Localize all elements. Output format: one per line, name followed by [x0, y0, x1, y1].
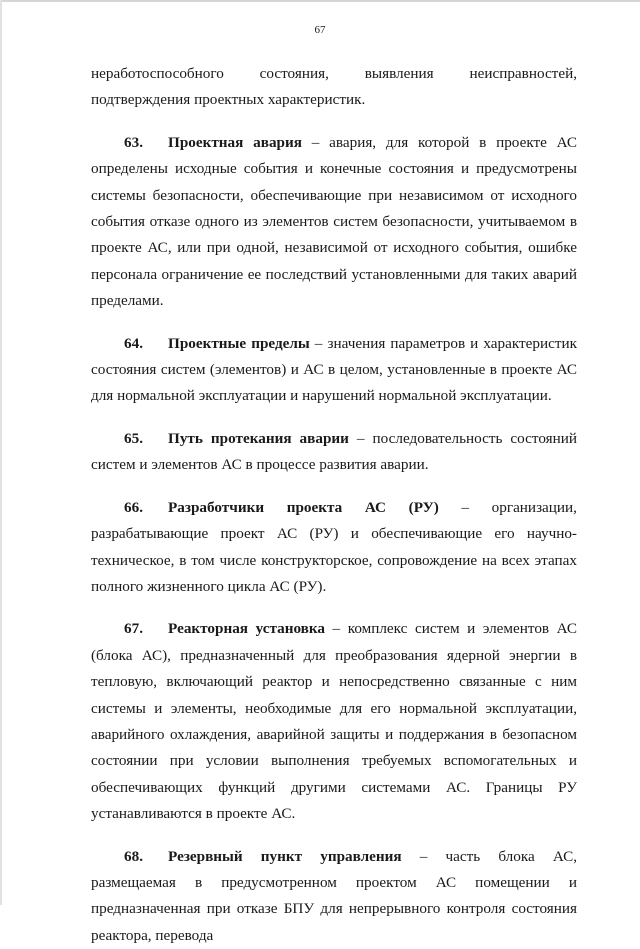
page-edge-left	[0, 0, 2, 905]
definition-term: Проектная авария	[168, 133, 302, 151]
definition-term: Реакторная установка	[168, 620, 325, 638]
definition-term: Резервный пункт управления	[168, 847, 402, 865]
definition-term: Путь протекания аварии	[168, 429, 349, 447]
document-body	[91, 61, 577, 949]
definition-number: 64.	[124, 334, 143, 352]
definition-68	[91, 844, 577, 949]
definition-text: – комплекс систем и элементов АС (блока АС), предназначенный для преобразования ядерной энергии в тепловую, включающий реактор и непосредственно связанные с ним системы и элементы, необходимые для его нормальной эксплуатации, аварийного охлаждения, аварийной защиты и поддержания в безопасном состоянии при условии выполнения требуемых вспомогательных и обеспечивающих функций другими системами АС. Границы РУ устанавливаются в проекте АС.	[91, 620, 577, 823]
definition-number: 66.	[124, 498, 143, 516]
definition-66	[91, 495, 577, 601]
definition-term: Проектные пределы	[168, 334, 310, 352]
definition-65	[91, 426, 577, 479]
definition-number: 63.	[124, 133, 143, 151]
definition-text: – часть блока АС, размещаемая в предусмотренном проектом АС помещении и предназначенная при отказе БПУ для непрерывного контроля состояния реактора, перевода	[91, 847, 578, 944]
definition-text: – авария, для которой в проекте АС определены исходные события и конечные состояния и предусмотрены системы безопасности, обеспечивающие при независимом от исходного события отказе одного из элементов систем безопасности, учитываемом в проекте АС, или при одной, независимой от исходного события, ошибке персонала ограничение ее последствий установленными для таких аварий пределами.	[91, 133, 578, 310]
definition-67	[91, 616, 577, 827]
definition-63	[91, 130, 577, 315]
intro-paragraph: неработоспособного состояния, выявления неисправностей, подтверждения проектных характеристик.	[91, 65, 577, 109]
definition-text: – значения параметров и характеристик состояния систем (элементов) и АС в целом, установленные в проекте АС для нормальной эксплуатации и нарушений нормальной эксплуатации.	[91, 334, 577, 405]
definition-number: 67.	[124, 620, 143, 638]
definition-number: 65.	[124, 429, 143, 447]
definition-text: – организации, разрабатывающие проект АС (РУ) и обеспечивающие его научно-техническое, в том числе конструкторское, сопровождение на всех этапах полного жизненного цикла АС (РУ).	[91, 498, 577, 595]
page-number: 67	[314, 24, 326, 36]
definition-number: 68.	[124, 847, 143, 865]
page-edge-top	[0, 0, 640, 2]
definition-64	[91, 331, 577, 410]
definition-text: – последовательность состояний систем и элементов АС в процессе развития аварии.	[91, 429, 577, 474]
definition-term: Разработчики проекта АС (РУ)	[168, 498, 439, 516]
